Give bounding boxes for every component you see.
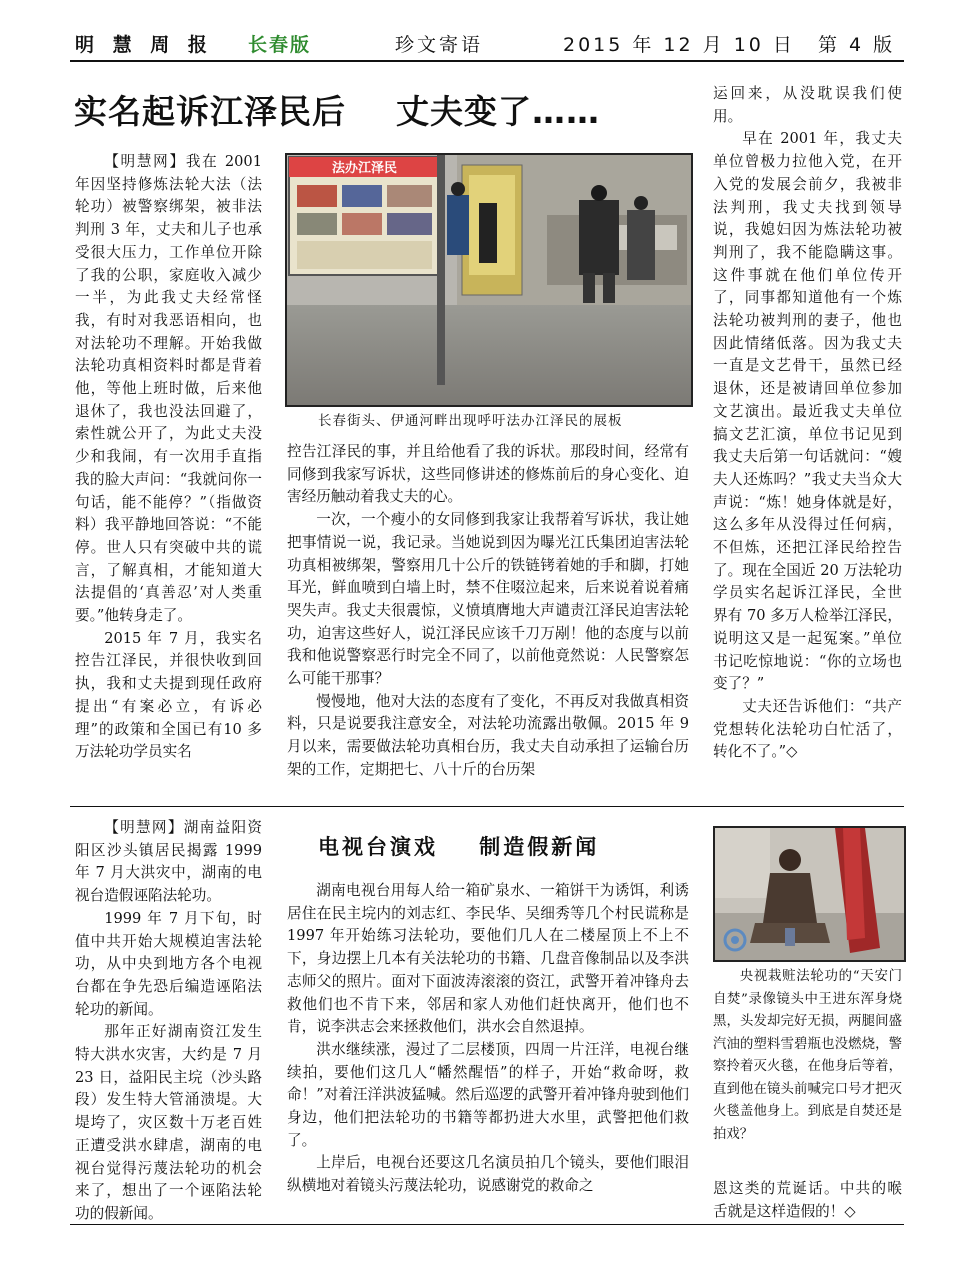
- photo-tiananmen-icon: [715, 828, 904, 960]
- svg-text:法办江泽民: 法办江泽民: [332, 161, 398, 176]
- masthead-edition: 长春版: [248, 34, 312, 56]
- article1-column-2: [287, 441, 689, 782]
- article2-col1-para-2: 1999 年 7 月下旬，时值中共开始大规模迫害法轮功，从中央到地方各个电视台都在争先恐后编造诬陷法轮功的新闻。: [75, 909, 262, 1018]
- article1-col2-para-3: 慢慢地，他对大法的态度有了变化，不再反对我做真相资料，只是说要我注意安全，对法轮功流露出敬佩。2015 年 9 月以来，需要做法轮功真相台历，我丈夫自动承担了运输台历架的工作，定期把七、八十斤的台历架: [287, 692, 689, 778]
- photo-streetboard-icon: [287, 155, 691, 405]
- masthead-section: 珍文寄语: [395, 34, 484, 56]
- article1-col3-para-3: 丈夫还告诉他们：“共产党想转化法轮功白忙活了，转化不了。”◇: [713, 697, 902, 761]
- article1-col3-para-2: 早在 2001 年，我丈夫单位曾极力拉他入党，在开入党的发展会前夕，我被非法判刑，我丈夫找到领导说，我媳妇因为炼法轮功被判刑了，我不能隐瞒这事。这件事就在他们单位传开了，同事都知道他有一个炼法轮功被判刑的妻子，他也因此情绪低落。因为我丈夫一直是文艺骨干，虽然已经退休，还是被请回单位参加文艺演出。最近我丈夫单位搞文艺汇演，单位书记见到我丈夫后第一句话就问：“嫂夫人还炼吗？”我丈夫当众大声说：“炼！她身体就是好，这么多年从没得过任何病，不但炼，还把江泽民给控告了。现在全国近 20 万法轮功学员实名起诉江泽民，全世界有 70 多万人检举江泽民，说明这又是一起冤案。”单位书记吃惊地说：“你的立场也变了？”: [713, 130, 902, 693]
- self-immolation-video-still: [713, 826, 906, 962]
- article2-photo-caption: [713, 966, 902, 1146]
- article1-col2-para-1: 控告江泽民的事，并且给他看了我的诉状。那段时间，经常有同修到我家写诉状，这些同修讲述的修炼前后的身心变化、迫害经历触动着我丈夫的心。: [287, 443, 689, 506]
- photo1-caption: 长春街头、伊通河畔出现呼吁法办江泽民的展板: [318, 413, 623, 429]
- street-display-board-photo: [285, 153, 693, 407]
- article2-col3-para: 恩这类的荒诞话。中共的喉舌就是这样造假的！◇: [713, 1180, 902, 1220]
- article2-column-3-tail: [713, 1178, 902, 1223]
- masthead-paper-name: 明 慧 周 报: [75, 34, 213, 56]
- masthead-date: 2015 年 12 月 10 日: [563, 34, 795, 56]
- masthead-page-number: 第 4 版: [818, 34, 896, 56]
- article2-col2-para-3: 上岸后，电视台还要这几名演员拍几个镜头，要他们眼泪纵横地对着镜头污蔑法轮功，说感谢党的救命之: [287, 1154, 689, 1195]
- article2-headline: 电视台演戏 制造假新闻: [318, 835, 600, 859]
- article2-column-1: [75, 817, 262, 1226]
- article1-col1-para-2: 2015 年 7 月，我实名控告江泽民，并很快收到回执，我和丈夫提到现任政府提出“有案必立，有诉必理”的政策和全国已有10 多万法轮功学员实名: [75, 629, 262, 761]
- article1-col2-para-2: 一次，一个瘦小的女同修到我家让我帮着写诉状，我让她把事情说一说，我记录。当她说到因为曝光江氏集团迫害法轮功真相被绑架，警察用几十公斤的铁链铐着她的手和脚，打她耳光，鲜血喷到白墙上时，禁不住啜泣起来，后来说着说着痛哭失声。我丈夫很震惊，义愤填膺地大声谴责江泽民迫害法轮功，迫害这些好人，说江泽民应该千刀万剐！他的态度与以前我和他说警察恶行时完全不同了，以前他竟然说：人民警察怎么可能干那事？: [287, 511, 689, 688]
- article1-col3-para-1: 运回来，从没耽误我们使用。: [713, 85, 902, 125]
- article2-col2-para-1: 湖南电视台用每人给一箱矿泉水、一箱饼干为诱饵，利诱居住在民主垸内的刘志红、李民华、吴细秀等几个村民谎称是 1997 年开始练习法轮功，要他们几人在二楼屋顶上不上不下，身边摆上几本有关法轮功的书籍、几盘音像制品以及李洪志师父的照片。面对下面波涛滚滚的资江，武警开着冲锋舟去救他们也不肯下来，邻居和家人劝他们赶快离开，他们也不肯，说李洪志会来拯救他们，洪水会自然退掉。: [287, 882, 689, 1036]
- article1-headline: 实名起诉江泽民后 丈夫变了……: [74, 92, 600, 131]
- article1-column-1: [75, 151, 262, 764]
- article-divider: [70, 806, 904, 807]
- article2-column-2: [287, 880, 689, 1198]
- article2-col2-para-2: 洪水继续涨，漫过了二层楼顶，四周一片汪洋，电视台继续拍，要他们这几人“幡然醒悟”的样子，开始“救命呀，救命！”对着汪洋洪波猛喊。然后巡逻的武警开着冲锋舟驶到他们身边，他们把法轮功的书籍等都扔进大水里，武警把他们救了。: [287, 1040, 689, 1149]
- article1-col1-para-1: 【明慧网】我在 2001 年因坚持修炼法轮大法（法轮功）被警察绑架，被非法判刑 3 年，丈夫和儿子也承受很大压力，工作单位开除了我的公职，家庭收入减少一半，为此我丈夫经常怪我，有时对我恶语相向，也对法轮功不理解。开始我做法轮功真相资料时都是背着他，等他上班时做，后来他退休了，我也没法回避了，索性就公开了，为此丈夫没少和我闹，有一次用手直指我的脸大声问：“我就问你一句话，能不能停？”（指做资料）我平静地回答说：“不能停。世人只有突破中共的谎言，了解真相，才能知道大法提倡的‘真善忍’对人类重要。”他转身走了。: [75, 153, 262, 625]
- masthead-rule: [70, 60, 904, 62]
- footer-rule: [70, 1224, 904, 1225]
- article2-col1-para-1: 【明慧网】湖南益阳资阳区沙头镇居民揭露 1999 年 7 月大洪灾中，湖南的电视台造假诬陷法轮功。: [75, 819, 262, 905]
- article2-col1-para-3: 那年正好湖南资江发生特大洪水灾害，大约是 7 月 23 日，益阳民主垸（沙头路段）发生特大管涌溃堤。大堤垮了，灾区数十万老百姓正遭受洪水肆虐，湖南的电视台觉得污蔑法轮功的机会来了，想出了一个诬陷法轮功的假新闻。: [75, 1023, 262, 1222]
- article2-caption-text: 央视栽赃法轮功的“天安门自焚”录像镜头中王进东浑身烧黑，头发却完好无损，两腿间盛汽油的塑料雪碧瓶也没燃烧，警察拎着灭火毯，在他身后等着，直到他在镜头前喊完口号才把灭火毯盖他身上。到底是自焚还是拍戏？: [713, 969, 902, 1142]
- article1-column-3: [713, 83, 902, 764]
